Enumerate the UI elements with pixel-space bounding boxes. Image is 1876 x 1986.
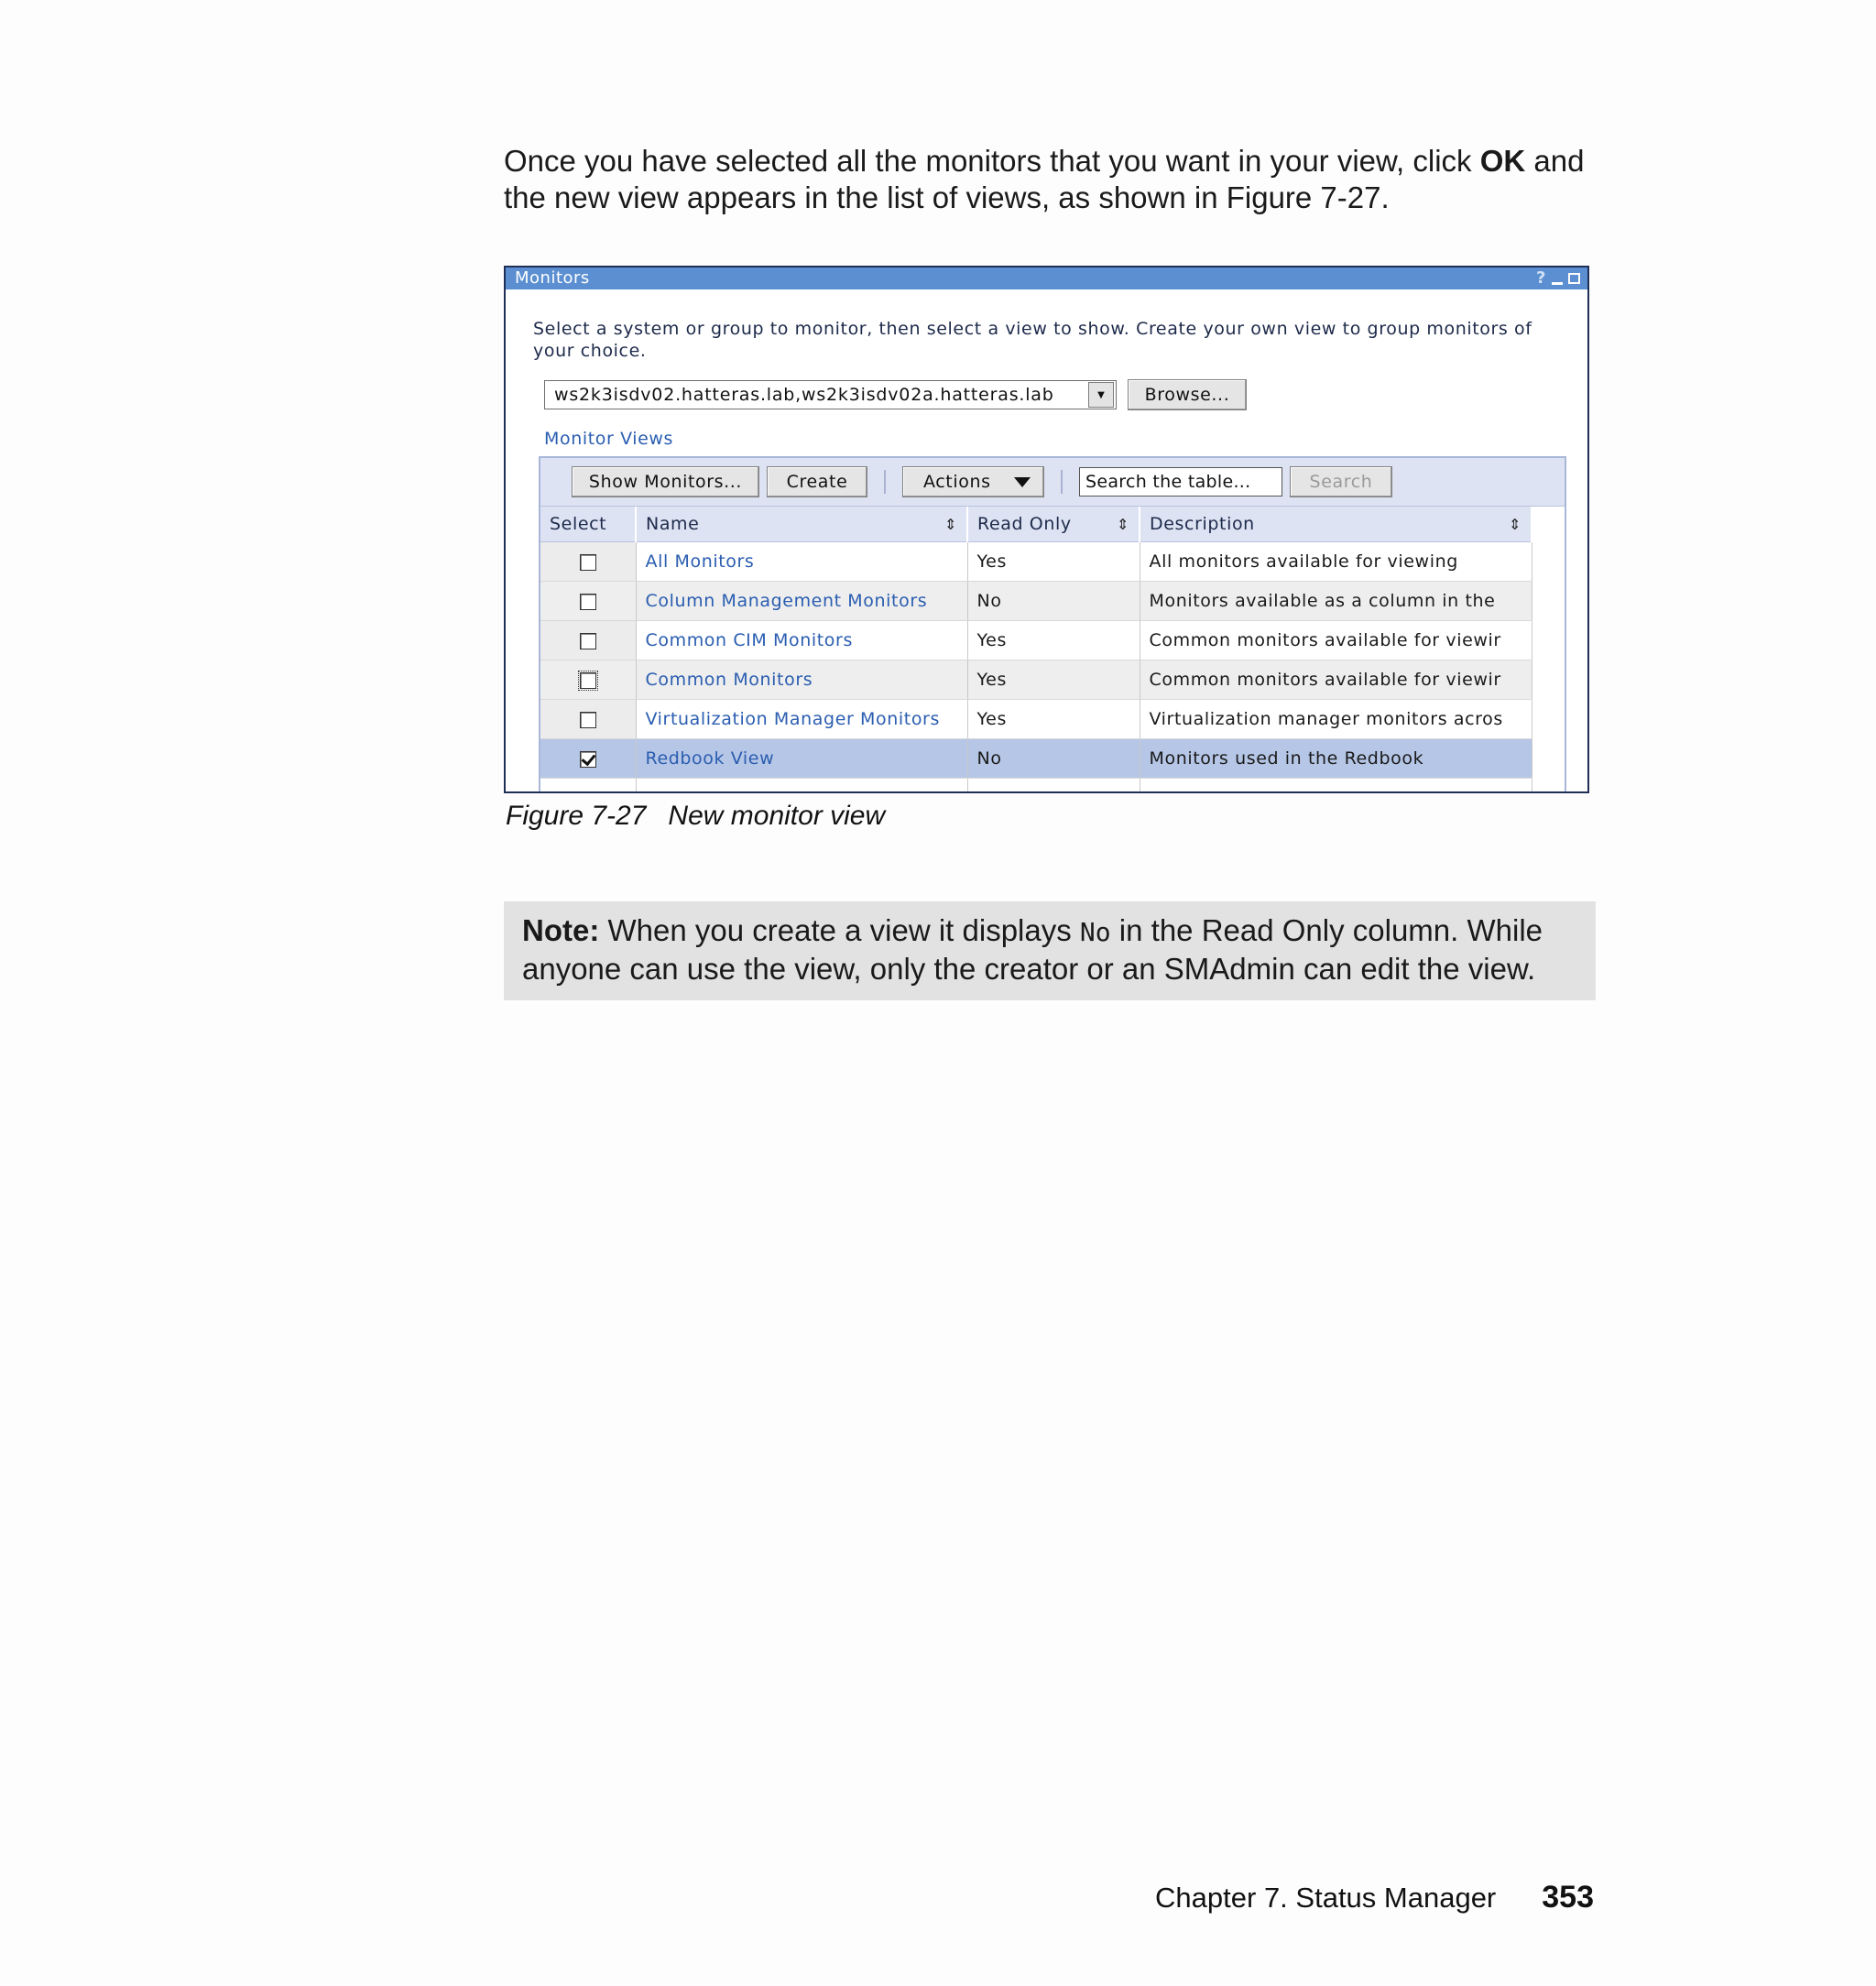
caret-down-icon [1014,477,1031,487]
view-name-link[interactable]: Common Monitors [645,670,813,690]
note-box [504,901,1596,1000]
view-name-link[interactable]: Virtualization Manager Monitors [645,709,940,729]
description-value: Monitors available as a column in the [1140,582,1532,621]
figure-title: New monitor view [668,801,886,831]
page-number: 353 [1542,1880,1594,1915]
table-toolbar [540,458,1565,507]
search-button[interactable]: Search [1290,466,1392,497]
read-only-value: No [967,582,1140,621]
sort-icon[interactable]: ⇕ [943,515,957,533]
description-value: Common monitors available for viewir [1140,621,1532,660]
row-select-checkbox[interactable] [580,554,596,571]
note-text: When you create a view it displays [599,913,1080,947]
show-monitors-button[interactable]: Show Monitors... [572,466,759,497]
system-select-value: ws2k3isdv02.hatteras.lab,ws2k3isdv02a.hatteras.lab [554,385,1054,405]
row-select-checkbox[interactable] [580,594,596,610]
intro-ok-bold: OK [1479,144,1526,178]
view-name-link[interactable]: All Monitors [645,551,755,572]
dropdown-arrow-icon[interactable]: ▼ [1088,382,1114,408]
actions-label: Actions [923,472,991,492]
table-row[interactable] [540,700,1532,739]
read-only-value: Yes [967,660,1140,700]
row-select-checkbox[interactable] [580,712,596,728]
intro-paragraph [504,143,1603,216]
table-empty-row [540,779,1532,794]
table-row[interactable] [540,582,1532,621]
view-name-link[interactable]: Common CIM Monitors [645,630,853,650]
sort-icon[interactable]: ⇕ [1508,515,1522,533]
chapter-title: Chapter 7. Status Manager [1155,1882,1497,1914]
maximize-icon[interactable] [1568,273,1580,284]
column-header-name[interactable]: Name ⇕ [636,507,967,542]
intro-text-end: and the new view appears in the list of views, as shown in Figure 7-27. [504,144,1585,214]
column-header-description[interactable]: Description ⇕ [1140,507,1532,542]
view-name-link[interactable]: Redbook View [645,748,775,769]
help-icon[interactable]: ? [1536,268,1546,288]
create-button[interactable]: Create [767,466,867,497]
toolbar-divider [1061,470,1063,494]
instructions-text: Select a system or group to monitor, then select a view to show. Create your own view to group monitors of your choice. [533,319,1532,361]
read-only-value: Yes [967,621,1140,660]
column-header-select: Select [540,507,636,542]
sort-icon[interactable]: ⇕ [1116,515,1129,533]
note-code: No [1079,917,1111,947]
table-search-input[interactable]: Search the table... [1079,467,1282,496]
read-only-value: Yes [967,700,1140,739]
table-row[interactable] [540,542,1532,582]
page-footer [1155,1880,1594,1915]
figure-number: Figure 7-27 [506,801,647,831]
portlet-title: Monitors [515,268,590,288]
portlet-titlebar [506,267,1587,289]
description-value: Monitors used in the Redbook [1140,739,1532,779]
row-select-checkbox-checked[interactable] [580,751,596,768]
column-header-read-only[interactable]: Read Only ⇕ [967,507,1140,542]
monitor-views-heading: Monitor Views [544,429,674,449]
table-row[interactable] [540,660,1532,700]
system-select[interactable] [544,380,1117,409]
table-row-selected[interactable] [540,739,1532,779]
intro-text: Once you have selected all the monitors that you want in your view, click [504,144,1480,178]
note-label: Note: [522,913,600,947]
table-header-row [540,507,1532,542]
view-name-link[interactable]: Column Management Monitors [645,591,928,611]
toolbar-divider [884,470,886,494]
browse-button[interactable]: Browse... [1128,379,1247,410]
note-text-end: in the Read Only column. While anyone can use the view, only the creator or an SMAdmin can edit the view. [522,913,1543,986]
description-value: All monitors available for viewing [1140,542,1532,582]
description-value: Common monitors available for viewir [1140,660,1532,700]
row-select-checkbox[interactable] [580,633,596,649]
row-select-checkbox[interactable] [580,672,596,689]
read-only-value: Yes [967,542,1140,582]
figure-caption [506,801,885,832]
monitor-views-table-panel [539,456,1566,793]
read-only-value: No [967,739,1140,779]
description-value: Virtualization manager monitors acros [1140,700,1532,739]
monitor-views-table [540,507,1532,793]
minimize-icon[interactable] [1552,282,1563,285]
table-row[interactable] [540,621,1532,660]
actions-menu-button[interactable] [902,466,1044,497]
monitors-portlet [504,266,1589,793]
